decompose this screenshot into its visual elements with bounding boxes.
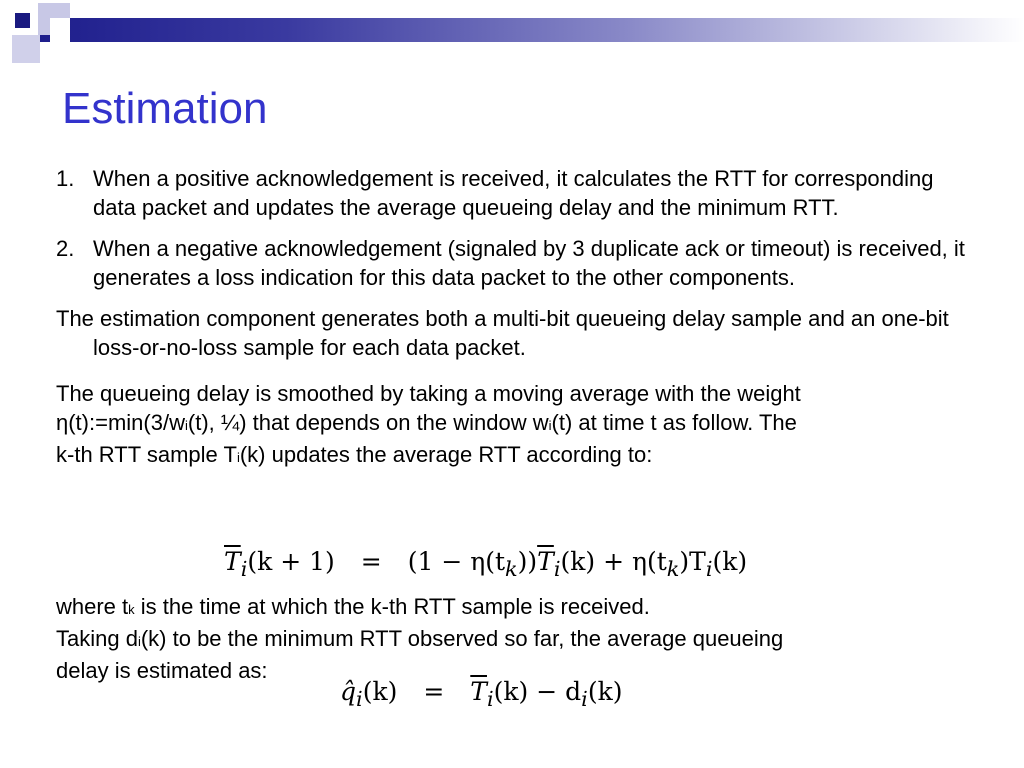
equation-average-rtt: $\overline{T}_i(k + 1) = (1 - \eta(t_k))\overline{T}_i(k) + \eta(t_k)T_i(k)$ [224,547,748,581]
slide-body [56,164,976,472]
equation-queueing-delay: $q̂_i(k) = \overline{T}_i(k) - d_i(k)$ [340,677,623,711]
decor-square-white [50,18,70,42]
list-item [56,164,976,222]
list-item [56,234,976,292]
list-number: 2. [56,236,75,261]
list-number: 1. [56,166,75,191]
list-text: When a negative acknowledgement (signaled by 3 duplicate ack or timeout) is received, it generates a loss indication for this data packet to the other components. [93,236,965,290]
header-gradient-band [40,18,1024,42]
paragraph-queueing-estimate: where tk is the time at which the k-th RTT sample is received. Taking di(k) to be the minimum RTT observed so far, the average queueing delay is estimated as: [56,594,784,683]
decor-square-dark [15,13,30,28]
slide-title: Estimation [62,84,268,133]
decor-square-light [12,35,40,63]
paragraph-smoothing: The queueing delay is smoothed by taking a moving average with the weight η(t):=min(3/wi(t), ¼) that depends on the window wi(t) at time t as follow. The k-th RTT sample Ti(k) updates the average RTT according to: [56,381,801,467]
paragraph-estimation-component: The estimation component generates both a multi-bit queueing delay sample and an one-bit loss-or-no-loss sample for each data packet. [56,306,949,360]
list-text: When a positive acknowledgement is received, it calculates the RTT for corresponding data packet and updates the average queueing delay and the minimum RTT. [93,166,934,220]
